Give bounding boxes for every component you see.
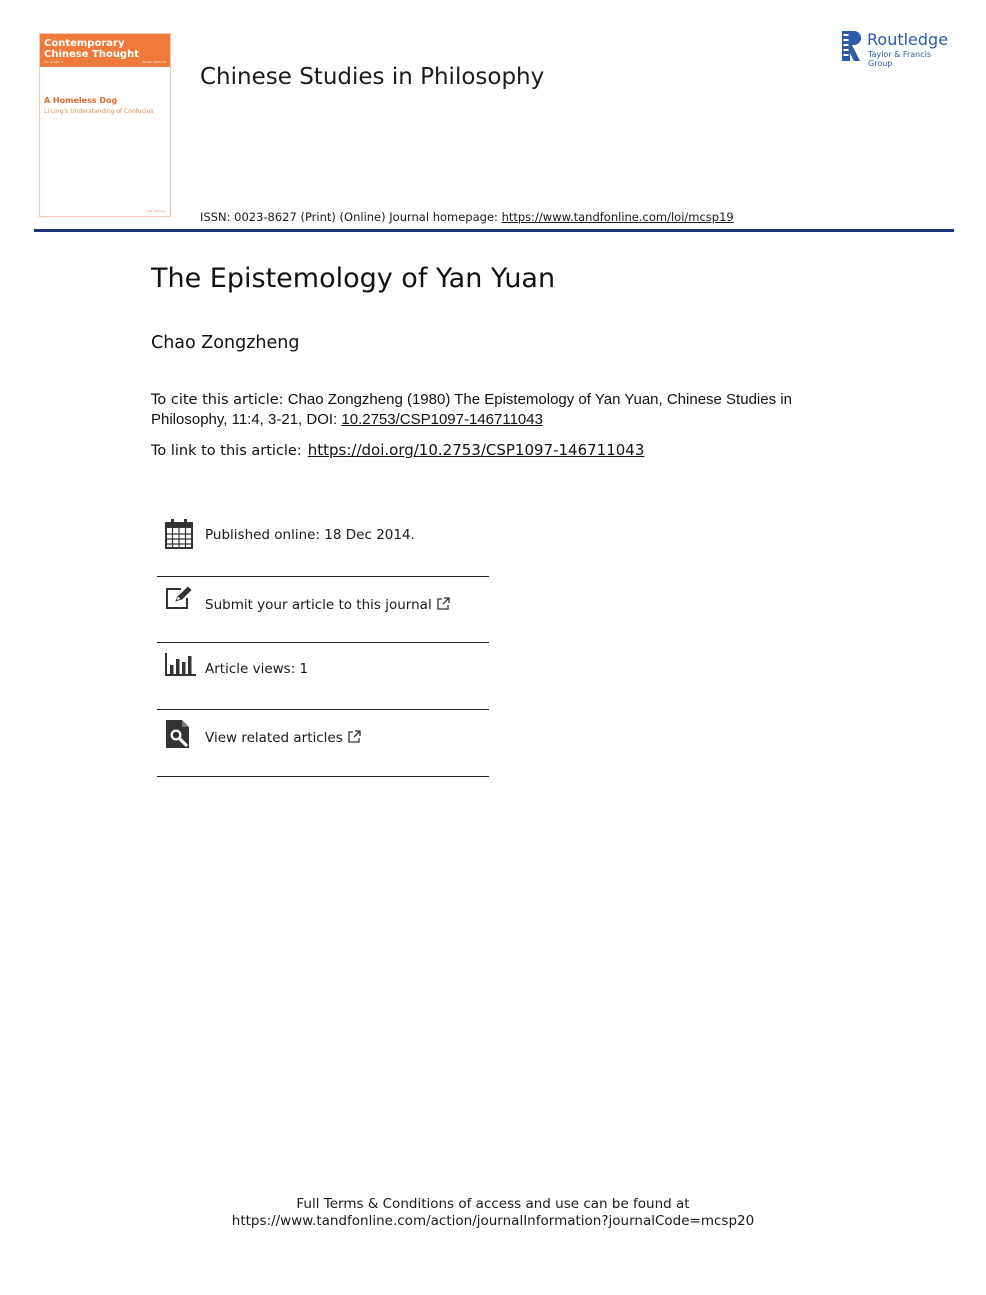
publisher-name: Routledge <box>867 30 949 49</box>
article-views: Article views: 1 <box>205 661 309 677</box>
views-row <box>157 653 489 685</box>
view-related-link[interactable] <box>205 730 361 746</box>
header-divider <box>34 229 954 232</box>
publisher-group: Taylor & Francis Group <box>868 50 931 68</box>
related-row[interactable] <box>157 719 489 753</box>
view-related-label: View related articles <box>205 730 343 746</box>
issn-line <box>200 210 734 224</box>
cover-band-sub <box>44 60 166 64</box>
edit-icon <box>165 586 193 610</box>
external-link-icon <box>348 730 361 743</box>
published-date: Published online: 18 Dec 2014. <box>205 527 415 543</box>
journal-homepage-link[interactable]: https://www.tandfonline.com/loi/mcsp19 <box>501 210 734 224</box>
submit-article-label: Submit your article to this journal <box>205 597 432 613</box>
submit-article-link[interactable] <box>205 597 450 613</box>
publisher-logo <box>840 30 956 68</box>
cover-subtitle: Li Ling's Understanding of Confucius <box>44 108 154 115</box>
cover-band <box>40 34 170 67</box>
divider <box>157 642 489 643</box>
cover-date: Winter 2009–10 <box>142 60 166 64</box>
submit-row[interactable] <box>157 586 489 622</box>
calendar-icon <box>165 519 193 549</box>
routledge-logo-icon <box>840 30 862 62</box>
published-row <box>157 519 489 553</box>
footer-terms-text: Full Terms & Conditions of access and use can be found at <box>296 1196 690 1212</box>
article-author: Chao Zongzheng <box>151 333 300 353</box>
citation-block <box>151 390 851 429</box>
external-link-icon <box>437 597 450 610</box>
citation-text: Chao Zongzheng (1980) The Epistemology of Yan Yuan, Chinese Studies in Philosophy, 11:4, 3-21, DOI: <box>151 391 792 428</box>
cover-volume: Vol. 41 No. 3 <box>44 60 64 64</box>
divider <box>157 776 489 777</box>
footer <box>0 1196 986 1230</box>
journal-title: Chinese Studies in Philosophy <box>200 64 545 90</box>
footer-terms-url[interactable]: https://www.tandfonline.com/action/journalInformation?journalCode=mcsp20 <box>231 1213 755 1229</box>
divider <box>157 709 489 710</box>
bar-chart-icon <box>165 653 197 677</box>
citation-label: To cite this article: <box>151 392 284 408</box>
cover-title: A Homeless Dog <box>44 96 118 105</box>
article-link-block <box>151 441 851 460</box>
cover-band-title-2: Chinese Thought <box>44 49 139 60</box>
journal-cover <box>39 33 171 217</box>
article-doi-url[interactable]: https://doi.org/10.2753/CSP1097-146711043 <box>307 441 645 459</box>
issn-text: ISSN: 0023-8627 (Print) (Online) Journal homepage: <box>200 210 502 224</box>
article-title: The Epistemology of Yan Yuan <box>151 263 556 294</box>
cover-publisher: M.E. Sharpe <box>147 209 165 213</box>
doi-link[interactable]: 10.2753/CSP1097-146711043 <box>341 411 543 428</box>
search-document-icon <box>165 719 191 749</box>
divider <box>157 576 489 577</box>
link-label: To link to this article: <box>151 443 302 459</box>
cover-band-title-1: Contemporary <box>44 38 125 49</box>
